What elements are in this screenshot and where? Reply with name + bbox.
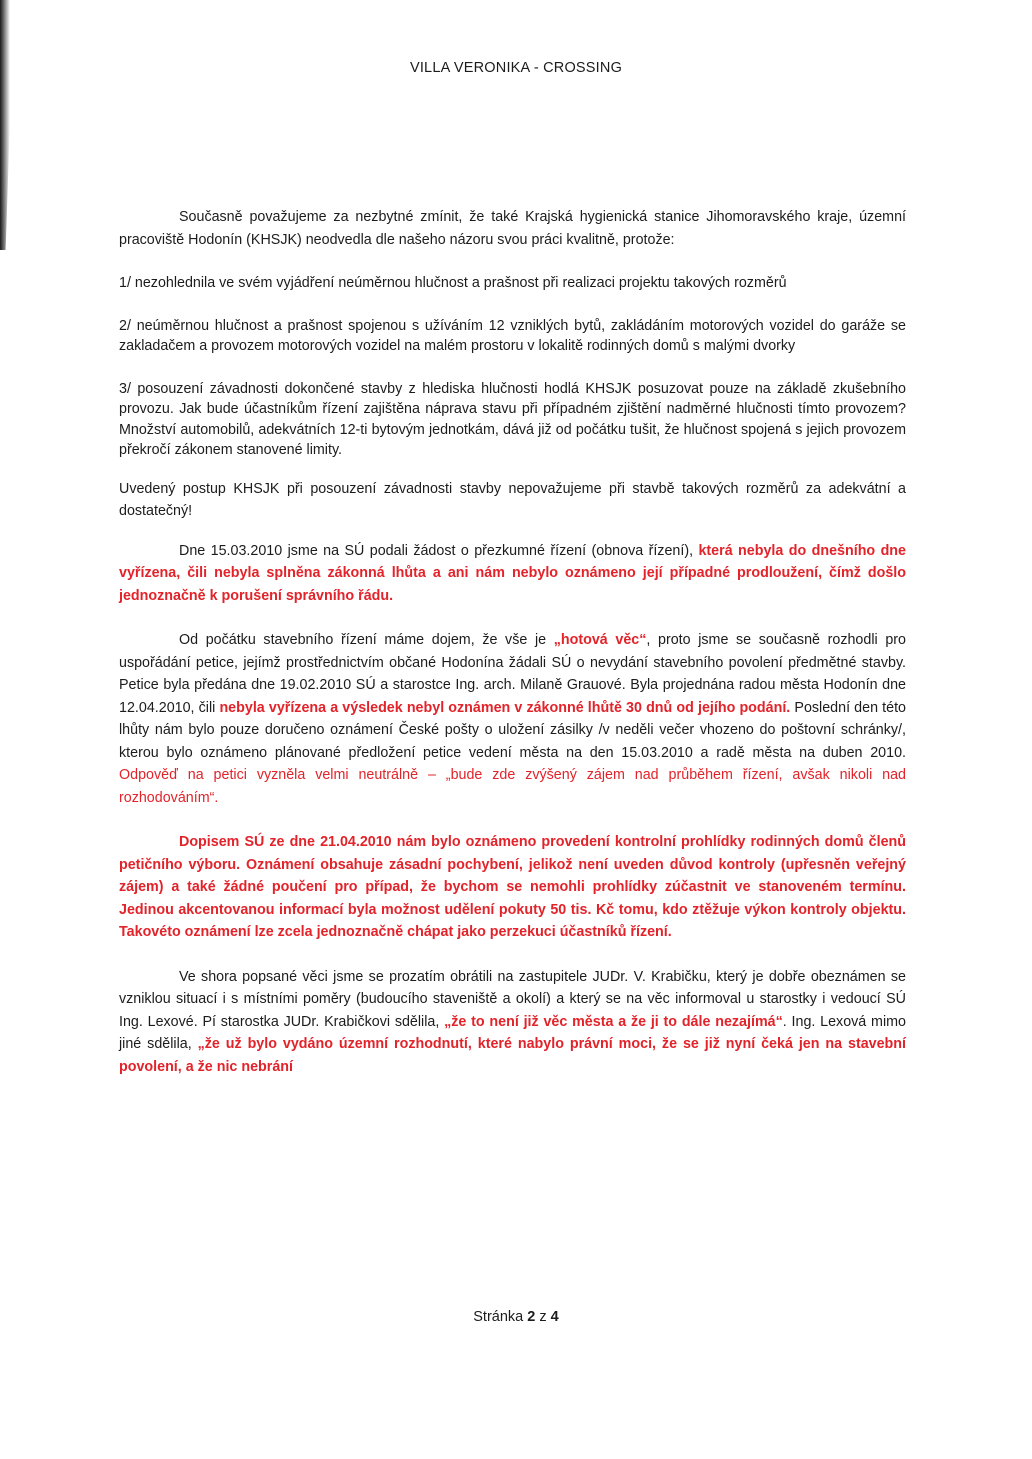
paragraph-representative [119,966,906,1079]
page-total: 4 [550,1309,559,1325]
text-highlight-red: která nebyla do dnešního dne vyřízena, čili nebyla splněna zákonná lhůta a ani nám nebylo oznámeno její případné prodloužení, čímž došlo jednoznačně k porušení správního řádu. [119,542,906,604]
page-footer [0,1309,1032,1325]
text-highlight-red-regular: Odpověď na petici vyzněla velmi neutrálně – „bude zde zvýšený zájem nad průběhem řízení, avšak nikoli nad rozhodováním“. [119,767,906,806]
text-highlight-red: nebyla vyřízena a výsledek nebyl oznámen v zákonné lhůtě 30 dnů od jejího podání. [219,699,791,716]
paragraph-petition [119,629,906,809]
text-plain: Dne 15.03.2010 jsme na SÚ podali žádost o přezkumné řízení (obnova řízení), [179,542,699,559]
page-current: 2 [527,1309,536,1325]
paragraph-review-request [119,540,906,608]
paragraph-inspection-letter: Dopisem SÚ ze dne 21.04.2010 nám bylo oznámeno provedení kontrolní prohlídky rodinných domů členů petičního výboru. Oznámení obsahuje zásadní pochybení, jelikož není uveden důvod kontroly (upřesněn veřejný zájem) a také žádné poučení pro případ, že bychom se nemohli prohlídky zúčastnit ve stanoveném termínu. Jedinou akcentovanou informací byla možnost udělení pokuty 50 tis. Kč tomu, kdo ztěžuje výkon kontroly objektu. Takovéto oznámení lze zcela jednoznačně chápat jako perzekuci účastníků řízení. [119,834,906,940]
document-header: VILLA VERONIKA - CROSSING [409,60,623,76]
text-plain: , proto jsme se současně rozhodli pro uspořádání petice, jejímž prostřednictvím občané Hodonína žádali SÚ o nevydání stavebního povolení předmětné stavby. Petice byla předána dne 19.02.2010 SÚ a starostce Ing. arch. Milaně Grauové. Byla projednána radou města Hodonín dne 12.04.2010, čili [119,632,906,716]
text-highlight-red: „hotová věc“ [553,632,647,648]
text-plain: Poslední den této lhůty nám bylo pouze doručeno oznámení České pošty o uložení zásilky /v neděli večer vhozeno do poštovní schránky/, kterou bylo oznámeno plánované předložení petice vedení města na den 15.03.2010 a radě města na duben 2010. [119,699,906,761]
list-item-2: 2/ neúměrnou hlučnost a prašnost spojenou s užíváním 12 vzniklých bytů, zakládáním motorových vozidel do garáže se zakladačem a provozem motorových vozidel na malém prostoru v lokalitě rodinných domů s malými dvorky [119,317,906,354]
text-plain: Od počátku stavebního řízení máme dojem, že vše je [179,632,554,648]
text-highlight-red: „že už bylo vydáno územní rozhodnutí, které nabylo právní moci, že se již nyní čeká jen na stavební povolení, a že nic nebrání [119,1036,906,1075]
list-item-3: 3/ posouzení závadnosti dokončené stavby z hlediska hlučnosti hodlá KHSJK posuzovat pouze na základě zkušebního provozu. Jak bude účastníkům řízení zajištěna náprava stavu při případném zjištění nadměrné hlučnosti tímto provozem? Množství automobilů, adekvátních 12-ti bytovým jednotkám, dává již od počátku tušit, že hlučnost spojená s jejich provozem překročí zákonem stanovené limity. [119,380,906,458]
paragraph-khsjk-conclusion: Uvedený postup KHSJK při posouzení závadnosti stavby nepovažujeme při stavbě takových rozměrů za adekvátní a dostatečný! [119,480,906,519]
list-item-1: 1/ nezohlednila ve svém vyjádření neúměrnou hlučnost a prašnost při realizaci projektu takových rozměrů [119,275,787,291]
document-body [119,206,906,1078]
scan-edge-shadow [0,0,14,250]
page-separator: z [535,1309,551,1325]
paragraph-khsjk-intro: Současně považujeme za nezbytné zmínit, že také Krajská hygienická stanice Jihomoravského kraje, územní pracoviště Hodonín (KHSJK) neodvedla dle našeho názoru svou práci kvalitně, protože: [119,209,906,248]
page-label: Stránka [473,1309,528,1325]
text-plain: . Ing. Lexová mimo jiné sdělila, [119,1013,906,1052]
text-plain: Ve shora popsané věci jsme se prozatím obrátili na zastupitele JUDr. V. Krabičku, který je dobře obeznámen se vzniklou situací i s místními poměry (budoucího staveniště a okolí) a který se na věc informoval u starostky i vedoucí SÚ Ing. Lexové. Pí starostka JUDr. Krabičkovi sdělila, [119,968,906,1030]
text-highlight-red: „že to není již věc města a že ji to dále nezajímá“ [444,1013,783,1030]
